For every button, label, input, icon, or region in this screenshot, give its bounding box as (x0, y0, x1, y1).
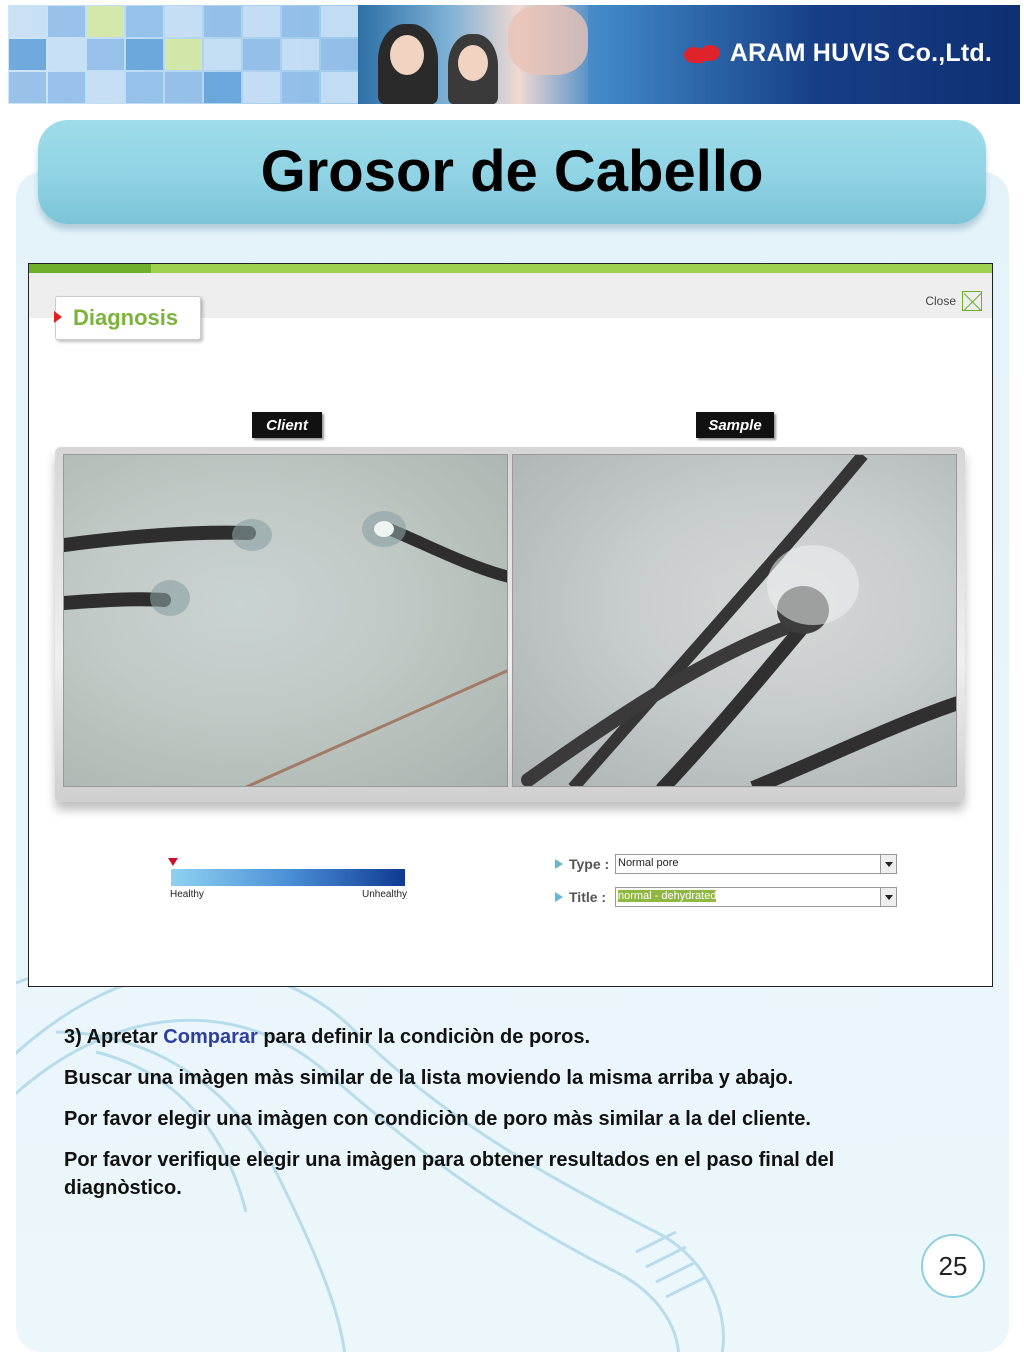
title-label: Title : (569, 889, 607, 905)
comparar-keyword: Comparar (163, 1026, 258, 1048)
window-top-bar (29, 264, 992, 273)
image-comparison-frame (55, 447, 965, 802)
diagnosis-window (28, 263, 993, 987)
chevron-down-icon[interactable] (880, 888, 896, 906)
aram-huvis-logo-icon (684, 43, 722, 65)
triangle-right-icon (555, 859, 563, 869)
tab-diagnosis-label: Diagnosis (73, 305, 179, 330)
client-label: Client (252, 412, 322, 438)
tab-diagnosis[interactable] (55, 296, 201, 340)
instruction-line-2: Buscar una imàgen màs similar de la lista moviendo la misma arriba y abajo. (64, 1067, 794, 1089)
instruction-line-1 (64, 1023, 944, 1051)
title-select[interactable] (615, 887, 897, 907)
header-banner (8, 5, 1020, 104)
title-field (555, 887, 897, 907)
type-field (555, 854, 897, 874)
instruction-line-4: Por favor verifique elegir una imàgen para obtener resultados en el paso final del diagnòstico. (64, 1149, 835, 1199)
close-label: Close (925, 294, 956, 308)
client-image (63, 454, 508, 787)
type-select[interactable] (615, 854, 897, 874)
scale-unhealthy-label: Unhealthy (362, 889, 408, 900)
chevron-down-icon[interactable] (880, 855, 896, 873)
scale-healthy-label: Healthy (170, 889, 204, 900)
close-button[interactable] (925, 291, 982, 311)
header-photo (358, 5, 588, 104)
instruction-suffix: para definir la condiciòn de poros. (257, 1026, 591, 1048)
slide-title: Grosor de Cabello (260, 139, 764, 204)
scale-marker-icon (168, 858, 178, 866)
company-logo (684, 39, 992, 68)
tile-pattern (8, 5, 348, 104)
type-label: Type : (569, 856, 610, 872)
page-number: 25 (921, 1234, 985, 1298)
instruction-line-3: Por favor elegir una imàgen con condiciòn de poro màs similar a la del cliente. (64, 1108, 811, 1130)
instruction-prefix: 3) Apretar (64, 1026, 164, 1048)
triangle-right-icon (54, 311, 62, 323)
triangle-right-icon (555, 892, 563, 902)
company-name: ARAM HUVIS Co.,Ltd. (729, 39, 992, 67)
type-select-value: Normal pore (618, 857, 679, 869)
title-select-value: normal - dehydrated (618, 890, 717, 902)
health-scale-bar[interactable] (171, 869, 405, 886)
sample-image (512, 454, 957, 787)
sample-label: Sample (696, 412, 774, 438)
close-icon[interactable] (962, 291, 982, 311)
